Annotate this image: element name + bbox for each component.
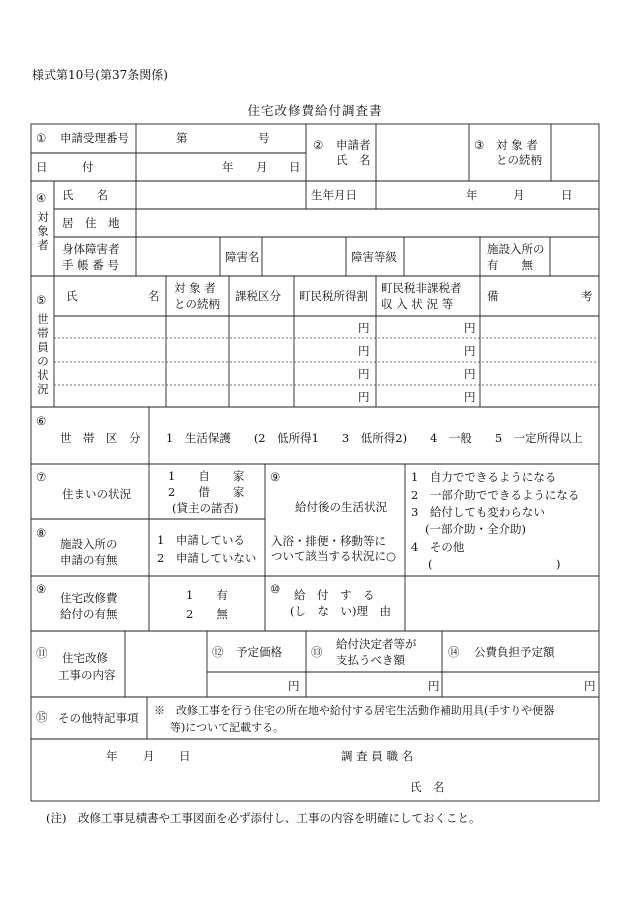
residence-opt-own: 1 自 家 <box>168 469 245 483</box>
col-relation-label-1: 対 象 者 <box>174 281 216 295</box>
num-3: ③ <box>474 138 485 152</box>
yen-nontax-2: 円 <box>464 344 476 358</box>
go-label: 号 <box>258 131 270 145</box>
inspector-title-label: 調 査 員 職 名 <box>341 749 414 763</box>
num-6: ⑥ <box>36 414 47 428</box>
household-vertical-label: 世帯員の状況 <box>37 312 49 396</box>
work-content-label-2: 工事の内容 <box>58 668 116 682</box>
special-notes-text-1: ※ 改修工事を行う住宅の所在地や給付する居宅生活動作補助用具(手すりや便器 <box>154 704 555 717</box>
life-after-opt-3b: (一部介助・全介助) <box>425 522 526 536</box>
col-nontax-label-2: 収 入 状 況 等 <box>381 297 454 311</box>
grant-exist-no: 2 無 <box>186 607 228 621</box>
yen-income-4: 円 <box>358 390 370 404</box>
life-after-opt-4: 4 その他 <box>411 540 465 554</box>
yen-nontax-3: 円 <box>464 367 476 381</box>
life-after-desc-2: ついて該当する状況に○ <box>271 549 397 563</box>
household-class-options: 1 生活保護 (2 低所得1 3 低所得2) 4 一般 5 一定所得以上 <box>166 431 583 445</box>
payee-label-2: 支払うべき額 <box>336 653 405 667</box>
num-8: ⑧ <box>36 526 47 540</box>
life-after-opt-1: 1 自力でできるようになる <box>411 470 557 484</box>
relation-label-1: 対 象 者 <box>496 138 538 152</box>
num-11: ⑪ <box>36 646 48 660</box>
facility-apply-opt-2: 2 申請していない <box>157 551 257 565</box>
handbook-label-1: 身体障害者 <box>62 242 120 256</box>
yen-income-1: 円 <box>358 321 370 335</box>
num-2: ② <box>313 138 324 152</box>
inspection-day: 日 <box>179 749 191 763</box>
col-remarks-label-2: 考 <box>581 289 593 303</box>
birth-date-label: 生年月日 <box>311 188 357 202</box>
grant-exist-label-1: 住宅改修費 <box>60 591 118 605</box>
public-burden-label: 公費負担予定額 <box>474 645 555 659</box>
birth-month: 月 <box>513 188 525 202</box>
reason-label-1: 給 付 す る <box>294 588 375 602</box>
yen-public: 円 <box>584 679 596 693</box>
num-9a: ⑨ <box>270 470 281 484</box>
paren-open: ( <box>428 557 433 571</box>
num-15: ⑮ <box>36 710 48 724</box>
birth-year: 年 <box>466 188 478 202</box>
address-label: 居 住 地 <box>62 216 120 230</box>
num-5: ⑤ <box>36 293 47 307</box>
yen-nontax-4: 円 <box>464 390 476 404</box>
col-relation-label-2: との続柄 <box>174 297 220 311</box>
inspection-year: 年 <box>106 749 118 763</box>
life-after-opt-2: 2 一部介助でできるようになる <box>411 488 580 502</box>
date-year: 年 <box>222 160 234 174</box>
household-class-label: 世 帯 区 分 <box>60 431 141 445</box>
yen-planned: 円 <box>288 679 300 693</box>
inspector-name-label: 氏 名 <box>410 780 445 794</box>
date-label: 日 付 <box>36 160 94 174</box>
target-name-label: 氏 名 <box>62 188 108 202</box>
special-notes-text-2: 等)について記載する。 <box>170 721 285 734</box>
receipt-number-label: 申請受理番号 <box>60 131 129 145</box>
col-income-label: 町民税所得割 <box>299 289 368 303</box>
col-name-label: 氏 <box>66 289 78 303</box>
col-name-label-2: 名 <box>148 289 160 303</box>
residence-label: 住まいの状況 <box>62 487 131 501</box>
col-nontax-label-1: 町民税非課税者 <box>381 281 462 295</box>
yen-income-2: 円 <box>358 344 370 358</box>
planned-price-label: 予定価格 <box>236 645 282 659</box>
num-13: ⑬ <box>311 645 323 659</box>
form-title: 住宅改修費給付調査書 <box>247 103 383 118</box>
date-day: 日 <box>289 160 301 174</box>
col-tax-label: 課税区分 <box>235 289 281 303</box>
life-after-opt-3: 3 給付しても変わらない <box>411 505 545 519</box>
residence-opt-landlord: (貸主の諾否) <box>172 501 239 515</box>
birth-day: 日 <box>561 188 573 202</box>
life-after-desc-1: 入浴・排便・移動等に <box>271 534 386 548</box>
life-after-label: 給付後の生活状況 <box>295 500 387 514</box>
disability-name-label: 障害名 <box>225 250 260 264</box>
reason-label-2: (し な い)理 由 <box>290 604 391 618</box>
facility-apply-label-2: 申請の有無 <box>60 553 118 567</box>
num-12: ⑫ <box>212 645 224 659</box>
facility-apply-label-1: 施設入所の <box>60 537 118 551</box>
facility-label-1: 施設入所の <box>487 242 545 256</box>
yen-nontax-1: 円 <box>464 321 476 335</box>
handbook-label-2: 手 帳 番 号 <box>62 258 119 272</box>
residence-opt-rent: 2 借 家 <box>168 485 245 499</box>
inspection-month: 月 <box>143 749 155 763</box>
num-4: ④ <box>36 191 47 205</box>
target-vertical-label: 対象者 <box>37 210 49 252</box>
applicant-label-1: 申請者 <box>336 138 371 152</box>
col-remarks-label: 備 <box>487 289 499 303</box>
applicant-label-2: 氏 名 <box>336 153 371 167</box>
work-content-label-1: 住宅改修 <box>62 651 108 665</box>
payee-label-1: 給付決定者等が <box>336 637 417 651</box>
grant-exist-label-2: 給付の有無 <box>60 607 118 621</box>
num-9b: ⑨ <box>36 582 47 596</box>
grant-exist-yes: 1 有 <box>186 588 228 602</box>
date-month: 月 <box>256 160 268 174</box>
num-1: ① <box>36 131 47 145</box>
num-14: ⑭ <box>448 645 460 659</box>
facility-apply-opt-1: 1 申請している <box>157 533 245 547</box>
relation-label-2: との続柄 <box>496 153 542 167</box>
paren-close: ) <box>556 557 561 571</box>
form-number: 様式第10号(第37条関係) <box>32 68 168 82</box>
yen-payee: 円 <box>428 679 440 693</box>
yen-income-3: 円 <box>358 367 370 381</box>
disability-grade-label: 障害等級 <box>351 250 397 264</box>
num-10: ⑩ <box>270 582 281 596</box>
dai-label: 第 <box>176 131 188 145</box>
facility-label-2: 有 無 <box>487 258 533 272</box>
footnote: (注) 改修工事見積書や工事図面を必ず添付し、工事の内容を明確にしておくこと。 <box>46 811 481 825</box>
num-7: ⑦ <box>36 470 47 484</box>
special-notes-label: その他特記事項 <box>58 711 139 725</box>
